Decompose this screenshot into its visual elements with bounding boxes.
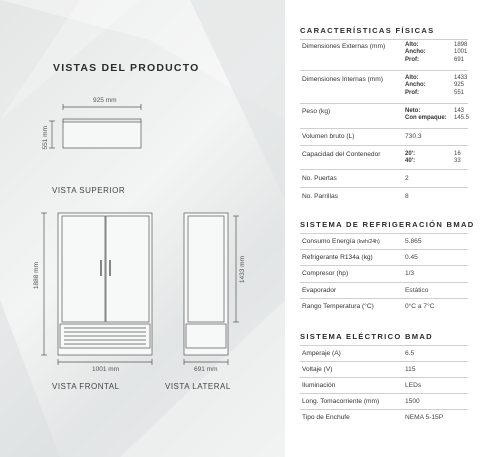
spec-values: 16 33 [454,151,461,165]
side-view-label: VISTA LATERAL [165,382,231,391]
spec-row-compressor [300,265,468,282]
spec-row-lighting [300,377,468,393]
spec-value: 115 [405,366,416,373]
spec-label: Refrigerante R134a (kg) [302,254,373,261]
refrigeration-title: SISTEMA DE REFRIGERACIÓN BMAD [300,220,475,229]
spec-label: Peso (kg) [302,108,331,115]
spec-label: No. Puertas [302,175,337,182]
spec-row-refrigerant [300,249,468,265]
spec-value: 8 [405,193,409,200]
physical-title: CARACTERÍSTICAS FÍSICAS [300,26,435,35]
spec-row-outlet-length [300,393,468,409]
spec-row-plug-type [300,409,468,425]
front-height-dim: 1888 mm [33,262,40,290]
spec-row-shelves [300,187,468,204]
spec-row-evaporator [300,282,468,298]
specs-panel [300,0,500,457]
spec-label: No. Parrillas [302,193,338,200]
spec-label: Consumo Energía (kwh/24h) [302,238,380,245]
spec-values: 1898 1001 691 [454,42,468,63]
spec-label: Volumen bruto (L) [302,133,355,140]
spec-row-temperature [300,298,468,314]
spec-values: 1433 925 551 [454,75,468,96]
front-width-dim: 1001 mm [92,366,120,373]
spec-label: Voltaje (V) [302,366,333,373]
spec-label: Dimensiones Externas (mm) [302,43,386,50]
spec-value: NEMA 5-15P [405,414,444,421]
spec-label: Iluminación [302,382,336,389]
spec-value: Estático [405,287,429,294]
spec-values: 143 145.5 [454,108,470,122]
spec-label: Rango Temperatura (°C) [302,303,374,310]
spec-label: Dimensiones Internas (mm) [302,76,383,83]
spec-label: Long. Tomacorriente (mm) [302,398,380,405]
spec-label: Amperaje (A) [302,350,341,357]
top-depth-dim: 551 mm [42,126,49,150]
spec-value: 730.3 [405,133,422,140]
spec-sublabels: Alto: Ancho: Prof: [405,42,426,63]
spec-row-volume [300,128,468,145]
top-view-drawing [49,104,141,148]
spec-row-voltage [300,361,468,377]
top-width-dim: 925 mm [93,97,117,104]
spec-sublabels: Neto: Con empaque: [405,108,447,122]
side-width-dim: 691 mm [194,366,218,373]
spec-sublabels: 20': 40': [405,151,416,165]
front-view-label: VISTA FRONTAL [52,382,120,391]
spec-row-weight [300,103,468,128]
spec-sublabels: Alto: Ancho: Prof: [405,75,426,96]
spec-row-container [300,145,468,169]
top-view-label: VISTA SUPERIOR [52,186,126,195]
spec-value: 6.5 [405,350,415,357]
spec-value: 0°C a 7°C [405,303,435,310]
spec-row-doors [300,169,468,187]
spec-row-amperage [300,345,468,361]
spec-label: Evaporador [302,287,337,294]
spec-value: 5.865 [405,238,422,245]
spec-label: Compresor (hp) [302,270,349,277]
side-height-dim: 1433 mm [239,256,246,284]
spec-value: LEDs [405,382,422,389]
spec-row-internal-dims [300,70,468,103]
spec-value: 1/3 [405,270,415,277]
electrical-title: SISTEMA ELÉCTRICO BMAD [300,332,433,341]
views-title: VISTAS DEL PRODUCTO [53,62,200,74]
front-view-drawing [41,213,152,365]
spec-value: 1500 [405,398,420,405]
spec-value: 2 [405,175,409,182]
spec-value: 0.45 [405,254,418,261]
spec-label: Capacidad del Contenedor [302,151,381,158]
side-view-drawing [184,213,239,365]
spec-row-consumption [300,233,468,249]
spec-label: Tipo de Enchufe [302,414,350,421]
spec-row-external-dims [300,39,468,70]
